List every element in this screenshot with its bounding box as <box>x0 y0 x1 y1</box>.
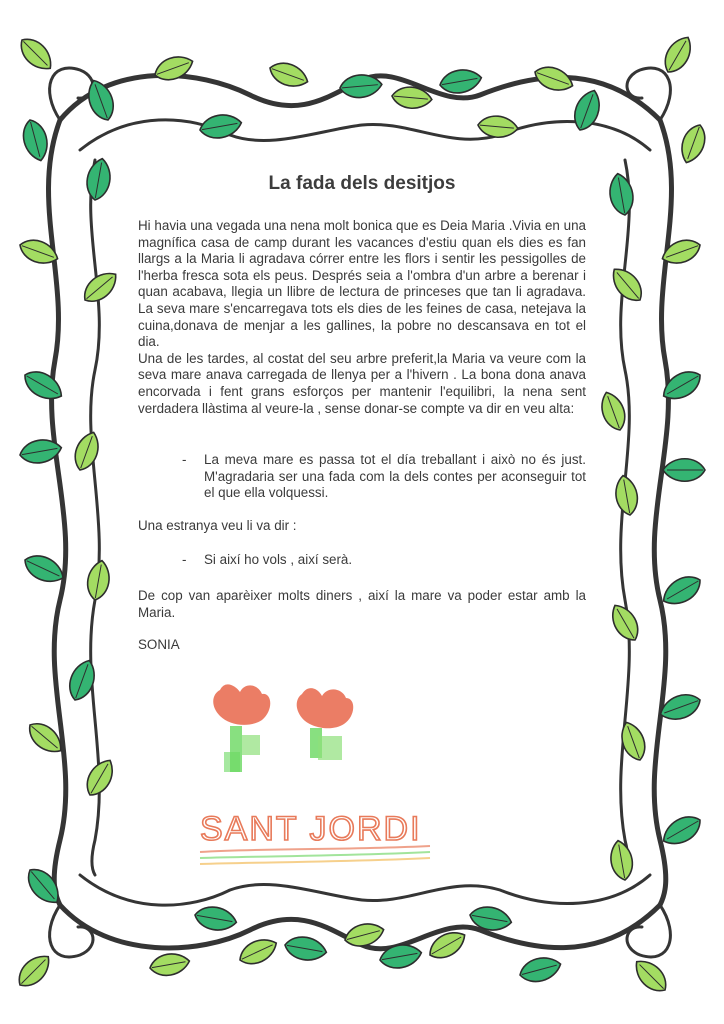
reply-text: Si així ho vols , així serà. <box>204 552 353 567</box>
quote-dash: - <box>182 452 187 467</box>
reply-block <box>182 552 586 569</box>
strange-voice-line: Una estranya veu li va dir : <box>138 518 297 533</box>
story-title: La fada dels desitjos <box>268 173 456 194</box>
rose-right <box>297 688 354 760</box>
story-body <box>138 218 586 417</box>
ending-paragraph: De cop van aparèixer molts diners , així la mare va poder estar amb la Maria. <box>138 588 586 620</box>
rose-left <box>213 684 270 772</box>
quote-block <box>182 452 586 502</box>
reply-dash: - <box>182 552 187 567</box>
sant-jordi-drawing <box>190 680 450 880</box>
quote-text: La meva mare es passa tot el día treballant i això no és just. M'agradaria ser una fada com la dels contes per aconseguir tot el que ella volquessi. <box>204 452 586 501</box>
author-name: SONIA <box>138 637 180 652</box>
paragraph-2: Una de les tardes, al costat del seu arbre preferit,la Maria va veure com la seva mare anava carregada de llenya per a l'hivern . La bona dona anava encorvada i fent grans esforços per mantenir l'equilibri, la nena sent verdadera llàstima al veure-la , sense donar-se compte va dir en veu alta: <box>138 350 586 416</box>
paragraph-1: Hi havia una vegada una nena molt bonica que es Deia Maria .Vivia en una magnífica casa de camp durant les vacances d'estiu quan els dies es fan llargs a la Maria li agradava córrer entre les flors i sentir les pessigolles de l'herba fresca sota els peus. Després seia a l'ombra d'un arbre a berenar i quan acabava, llegia un llibre de lectura de princeses que tan li agradava. La seva mare s'encarregava tots els dies de les feines de casa, netejava la cuina,donava de menjar a les gallines, la pobre no descansava en tot el dia. <box>138 218 586 350</box>
drawing-caption: SANT JORDI <box>200 810 422 848</box>
